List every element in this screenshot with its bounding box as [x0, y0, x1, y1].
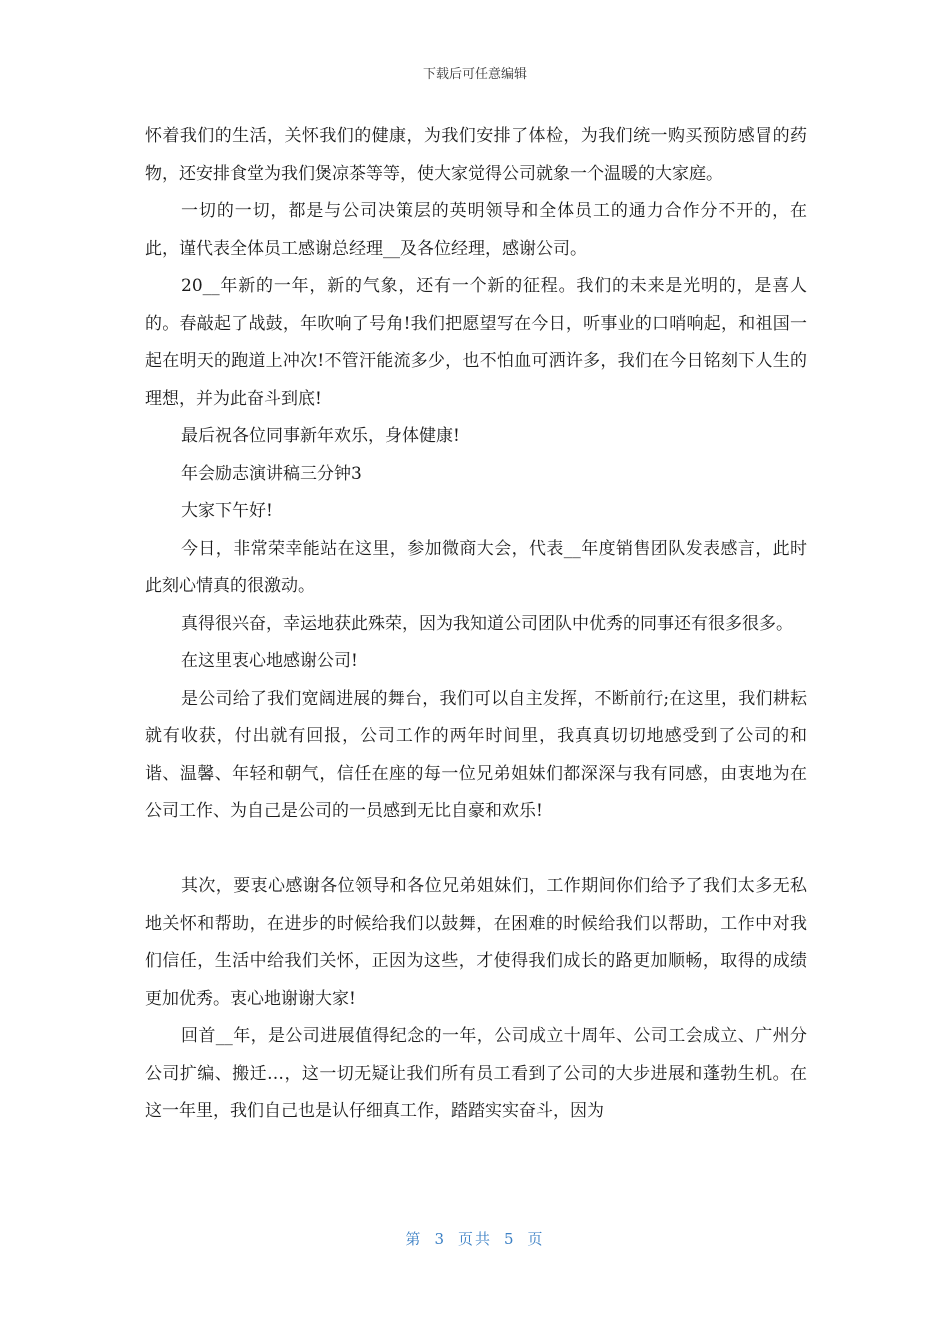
- paragraph-10: 是公司给了我们宽阔进展的舞台，我们可以自主发挥，不断前行;在这里，我们耕耘就有收获，付出就有回报，公司工作的两年时间里，我真真切切地感受到了公司的和谐、温馨、年轻和朝气，信任在座的每一位兄弟姐妹们都深深与我有同感，由衷地为在公司工作、为自己是公司的一员感到无比自豪和欢乐!: [145, 688, 807, 821]
- paragraph-1: 怀着我们的生活，关怀我们的健康，为我们安排了体检，为我们统一购买预防感冒的药物，还安排食堂为我们煲凉茶等等，使大家觉得公司就象一个温暖的大家庭。: [145, 126, 807, 184]
- footer-total-pages: 5: [504, 1230, 516, 1248]
- footer-middle: 页共: [457, 1230, 492, 1248]
- footer-suffix: 页: [527, 1230, 545, 1248]
- paragraph-4: 最后祝各位同事新年欢乐，身体健康!: [181, 426, 460, 446]
- page-number-footer: [0, 1229, 950, 1249]
- footer-current-page: 3: [434, 1230, 446, 1248]
- greeting: 大家下午好!: [181, 501, 273, 521]
- paragraph-12: 回首__年，是公司进展值得纪念的一年，公司成立十周年、公司工会成立、广州分公司扩编、搬迁…，这一切无疑让我们所有员工看到了公司的大步进展和蓬勃生机。在这一年里，我们自己也是认仔细真工作，踏踏实实奋斗，因为: [145, 1026, 807, 1121]
- document-body: [145, 118, 807, 1131]
- section-heading: 年会励志演讲稿三分钟3: [181, 463, 362, 484]
- paragraph-11: 其次，要衷心感谢各位领导和各位兄弟姐妹们，工作期间你们给予了我们太多无私地关怀和帮助，在进步的时候给我们以鼓舞，在困难的时候给我们以帮助，工作中对我们信任，生活中给我们关怀，正因为这些，才使得我们成长的路更加顺畅，取得的成绩更加优秀。衷心地谢谢大家!: [145, 876, 807, 1009]
- footer-prefix: 第: [405, 1230, 423, 1248]
- paragraph-2: 一切的一切，都是与公司决策层的英明领导和全体员工的通力合作分不开的，在此，谨代表全体员工感谢总经理__及各位经理，感谢公司。: [145, 201, 807, 259]
- page-header-note: 下载后可任意编辑: [422, 67, 527, 82]
- paragraph-3: 20__年新的一年，新的气象，还有一个新的征程。我们的未来是光明的，是喜人的。春敲起了战鼓，年吹响了号角!我们把愿望写在今日，听事业的口哨响起，和祖国一起在明天的跑道上冲次!不管汗能流多少，也不怕血可洒许多，我们在今日铭刻下人生的理想，并为此奋斗到底!: [145, 276, 807, 409]
- paragraph-8: 真得很兴奋，幸运地获此殊荣，因为我知道公司团队中优秀的同事还有很多很多。: [181, 613, 793, 634]
- paragraph-spacer: [145, 831, 807, 869]
- paragraph-9: 在这里衷心地感谢公司!: [181, 651, 358, 671]
- paragraph-7: 今日，非常荣幸能站在这里，参加微商大会，代表__年度销售团队发表感言，此时此刻心情真的很激动。: [145, 538, 807, 596]
